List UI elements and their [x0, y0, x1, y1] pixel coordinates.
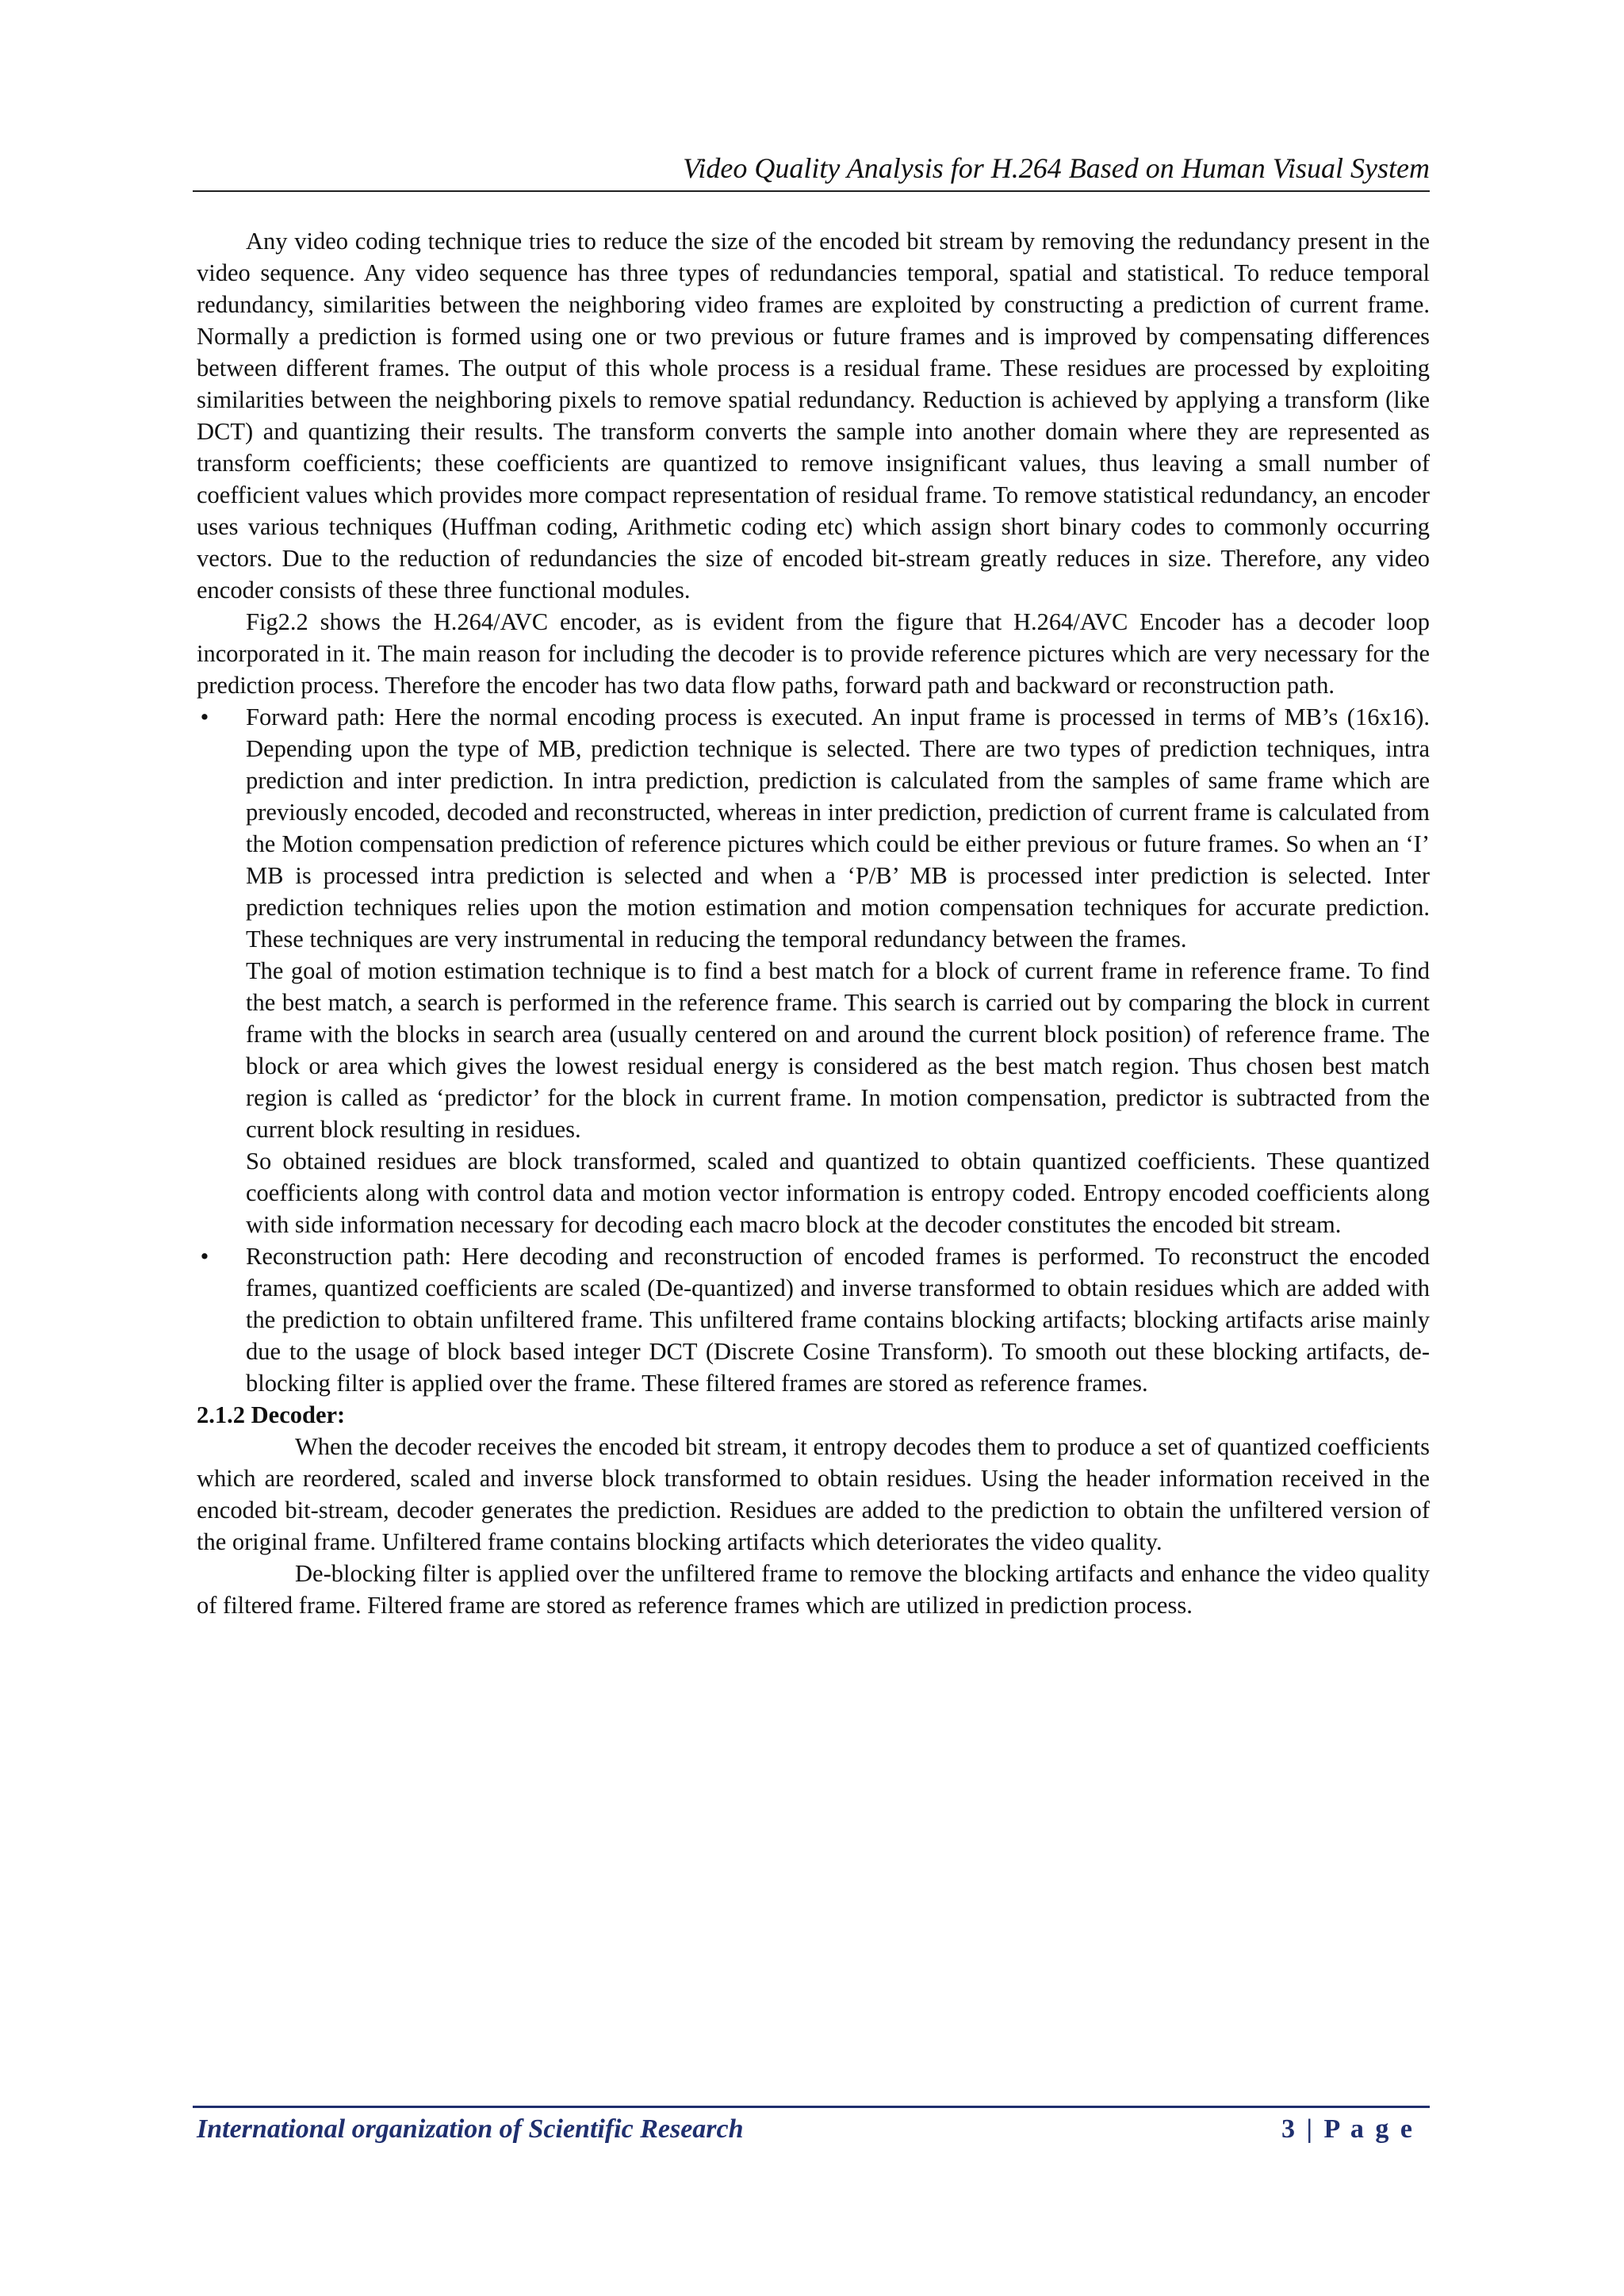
body-text [197, 225, 1430, 1621]
footer-divider [193, 2106, 1430, 2108]
reconstruction-path-text: Reconstruction path: Here decoding and reconstruction of encoded frames is performed. To reconstruct the encoded frames, quantized coefficients are scaled (De-quantized) and inverse transformed to obtain residues which are added with the prediction to obtain unfiltered frame. This unfiltered frame contains blocking artifacts; blocking artifacts arise mainly due to the usage of block based integer DCT (Discrete Cosine Transform). To smooth out these blocking artifacts, de-blocking filter is applied over the frame. These filtered frames are stored as reference frames. [246, 1243, 1430, 1397]
bullet-icon: • [200, 703, 209, 730]
footer-organization: International organization of Scientific Research [197, 2114, 744, 2144]
forward-path-text: Forward path: Here the normal encoding process is executed. An input frame is processed in terms of MB’s (16x16). Depending upon the type of MB, prediction technique is selected. There are two types of prediction techniques, intra prediction and inter prediction. In intra prediction, prediction is calculated from the samples of same frame which are previously encoded, decoded and reconstructed, whereas in inter prediction, prediction of current frame is calculated from the Motion compensation prediction of reference pictures which could be either previous or future frames. So when an ‘I’ MB is processed intra prediction is selected and when a ‘P/B’ MB is processed inter prediction is selected. Inter prediction techniques relies upon the motion estimation and motion compensation techniques for accurate prediction. These techniques are very instrumental in reducing the temporal redundancy between the frames. [246, 703, 1430, 953]
paragraph-encoder-overview: Fig2.2 shows the H.264/AVC encoder, as is evident from the figure that H.264/AVC Encoder has a decoder loop incorporated in it. The main reason for including the decoder is to provide reference pictures which are very necessary for the prediction process. Therefore the encoder has two data flow paths, forward path and backward or reconstruction path. [197, 608, 1430, 699]
paragraph-redundancy: Any video coding technique tries to reduce the size of the encoded bit stream by removing the redundancy present in the video sequence. Any video sequence has three types of redundancies temporal, spatial and statistical. To reduce temporal redundancy, similarities between the neighboring video frames are exploited by constructing a prediction of current frame. Normally a prediction is formed using one or two previous or future frames and is improved by compensating differences between different frames. The output of this whole process is a residual frame. These residues are processed by exploiting similarities between the neighboring pixels to remove spatial redundancy. Reduction is achieved by applying a transform (like DCT) and quantizing their results. The transform converts the sample into another domain where they are represented as transform coefficients; these coefficients are quantized to remove insignificant values, thus leaving a small number of coefficient values which provides more compact representation of residual frame. To remove statistical redundancy, an encoder uses various techniques (Huffman coding, Arithmetic coding etc) which assign short binary codes to commonly occurring vectors. Due to the reduction of redundancies the size of encoded bit-stream greatly reduces in size. Therefore, any video encoder consists of these three functional modules. [197, 228, 1430, 604]
section-heading-decoder: 2.1.2 Decoder: [197, 1401, 346, 1428]
running-header-title: Video Quality Analysis for H.264 Based on Human Visual System [683, 152, 1430, 184]
bullet-icon: • [200, 1243, 209, 1270]
encoder-paths-list [197, 701, 1430, 1399]
footer-page-number: 3 | P a g e [1281, 2114, 1415, 2144]
list-item-forward-path [197, 701, 1430, 1240]
residues-text: So obtained residues are block transformed, scaled and quantized to obtain quantized coefficients. These quantized coefficients along with control data and motion vector information is entropy coded. Entropy encoded coefficients along with side information necessary for decoding each macro block at the decoder constitutes the encoded bit stream. [246, 1148, 1430, 1238]
paragraph-deblocking: De-blocking filter is applied over the unfiltered frame to remove the blocking artifacts and enhance the video quality of filtered frame. Filtered frame are stored as reference frames which are utilized in prediction process. [197, 1560, 1430, 1619]
list-item-reconstruction-path [197, 1240, 1430, 1399]
motion-estimation-text: The goal of motion estimation technique is to find a best match for a block of current frame in reference frame. To find the best match, a search is performed in the reference frame. This search is carried out by comparing the block in current frame with the blocks in search area (usually centered on and around the current block position) of reference frame. The block or area which gives the lowest residual energy is considered as the best match region. Thus chosen best match region is called as ‘predictor’ for the block in current frame. In motion compensation, predictor is subtracted from the current block resulting in residues. [246, 957, 1430, 1143]
paragraph-decoder: When the decoder receives the encoded bit stream, it entropy decodes them to produce a set of quantized coefficients which are reordered, scaled and inverse block transformed to obtain residues. Using the header information received in the encoded bit-stream, decoder generates the prediction. Residues are added to the prediction to obtain the unfiltered version of the original frame. Unfiltered frame contains blocking artifacts which deteriorates the video quality. [197, 1433, 1430, 1555]
header-divider [193, 190, 1430, 192]
